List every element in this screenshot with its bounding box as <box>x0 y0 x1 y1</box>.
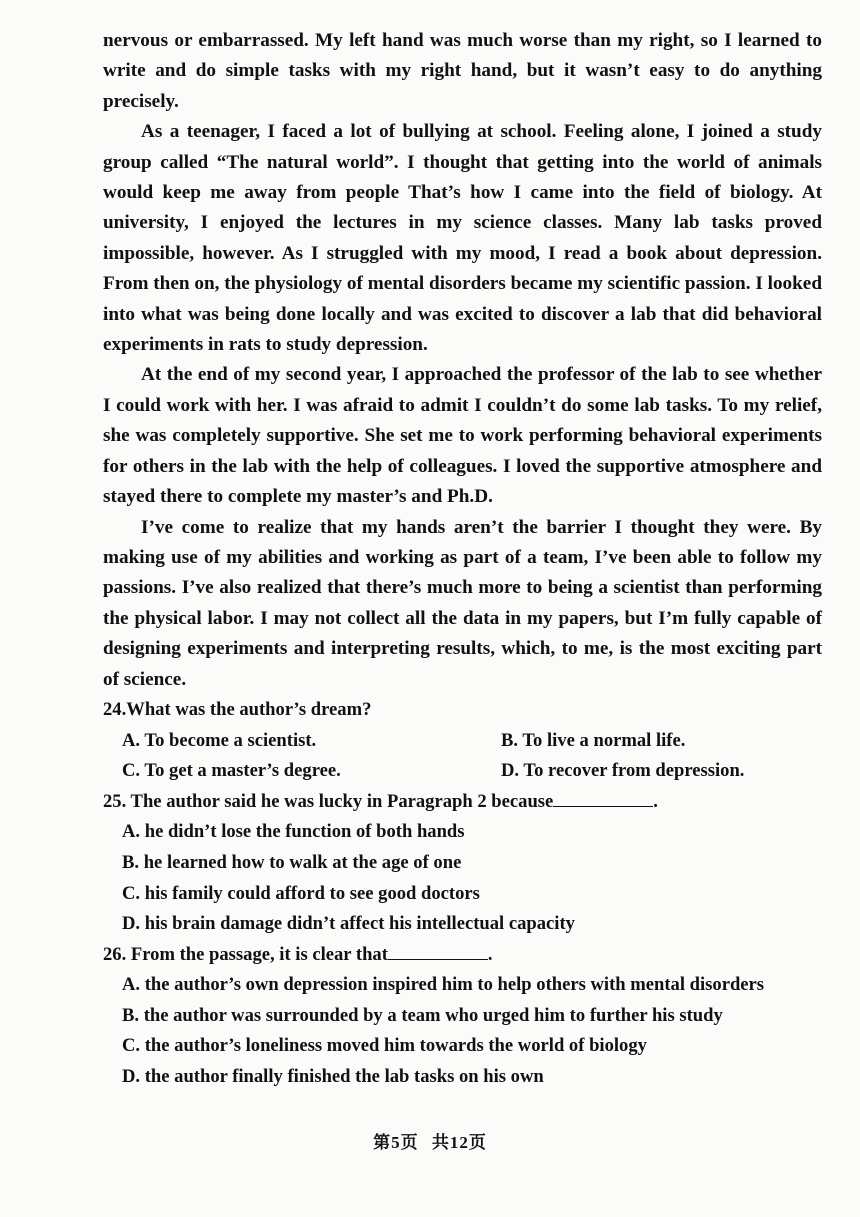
option-d: D. the author finally finished the lab tasks on his own <box>122 1066 544 1088</box>
question-25 <box>103 787 822 940</box>
passage-paragraph: I’ve come to realize that my hands aren’t the barrier I thought they were. By making use of my abilities and working as part of a team, I’ve been able to follow my passions. I’ve also realized that there’s much more to being a scientist than performing the physical labor. I may not collect all the data in my papers, but I’m fully capable of designing experiments and interpreting results, which, to me, is the most exciting part of science. <box>103 516 822 690</box>
answer-options <box>103 726 822 787</box>
passage-paragraph: As a teenager, I faced a lot of bullying at school. Feeling alone, I joined a study group called “The natural world”. I thought that getting into the world of animals would keep me away from people That’s how I came into the field of biology. At university, I enjoyed the lectures in my science classes. Many lab tasks proved impossible, however. As I struggled with my mood, I read a book about depression. From then on, the physiology of mental disorders became my scientific passion. I looked into what was being done locally and was excited to discover a lab that did behavioral experiments in rats to study depression. <box>103 121 822 356</box>
option-b: B. To live a normal life. <box>501 729 686 751</box>
option-a: A. the author’s own depression inspired him to help others with mental disorders <box>122 974 765 996</box>
question-stem-text: 25. The author said he was lucky in Paragraph 2 because <box>103 790 554 812</box>
question-stem <box>103 787 822 818</box>
passage-paragraph: At the end of my second year, I approached the professor of the lab to see whether I could work with her. I was afraid to admit I couldn’t do some lab tasks. To my relief, she was completely supportive. She set me to work performing behavioral experiments for others in the lab with the help of colleagues. I loved the supportive atmosphere and stayed there to complete my master’s and Ph.D. <box>103 364 822 508</box>
option-c: C. his family could afford to see good doctors <box>122 882 480 904</box>
option-d: D. To recover from depression. <box>501 760 745 782</box>
answer-options <box>103 817 822 939</box>
question-stem-text: 26. From the passage, it is clear that <box>103 943 388 965</box>
question-24 <box>103 695 822 787</box>
answer-options <box>103 970 822 1092</box>
page-number: 第5页 <box>373 1133 419 1152</box>
answer-blank <box>553 788 653 807</box>
option-b: B. the author was surrounded by a team who urged him to further his study <box>122 1004 723 1026</box>
option-a: A. he didn’t lose the function of both hands <box>122 821 465 843</box>
answer-blank <box>388 941 488 960</box>
question-stem: 24.What was the author’s dream? <box>103 698 372 720</box>
option-b: B. he learned how to walk at the age of one <box>122 851 462 873</box>
option-d: D. his brain damage didn’t affect his intellectual capacity <box>122 913 575 935</box>
question-stem-end: . <box>653 790 658 812</box>
question-stem <box>103 940 822 971</box>
reading-passage <box>103 26 822 695</box>
passage-paragraph: nervous or embarrassed. My left hand was much worse than my right, so I learned to write and do simple tasks with my right hand, but it wasn’t easy to do anything precisely. <box>103 30 822 112</box>
question-26 <box>103 940 822 1093</box>
option-a: A. To become a scientist. <box>122 729 317 751</box>
page-footer <box>0 1128 860 1153</box>
question-stem-end: . <box>487 943 493 965</box>
option-c: C. To get a master’s degree. <box>122 760 341 782</box>
page-total: 共12页 <box>431 1133 487 1152</box>
option-c: C. the author’s loneliness moved him towards the world of biology <box>122 1035 647 1057</box>
